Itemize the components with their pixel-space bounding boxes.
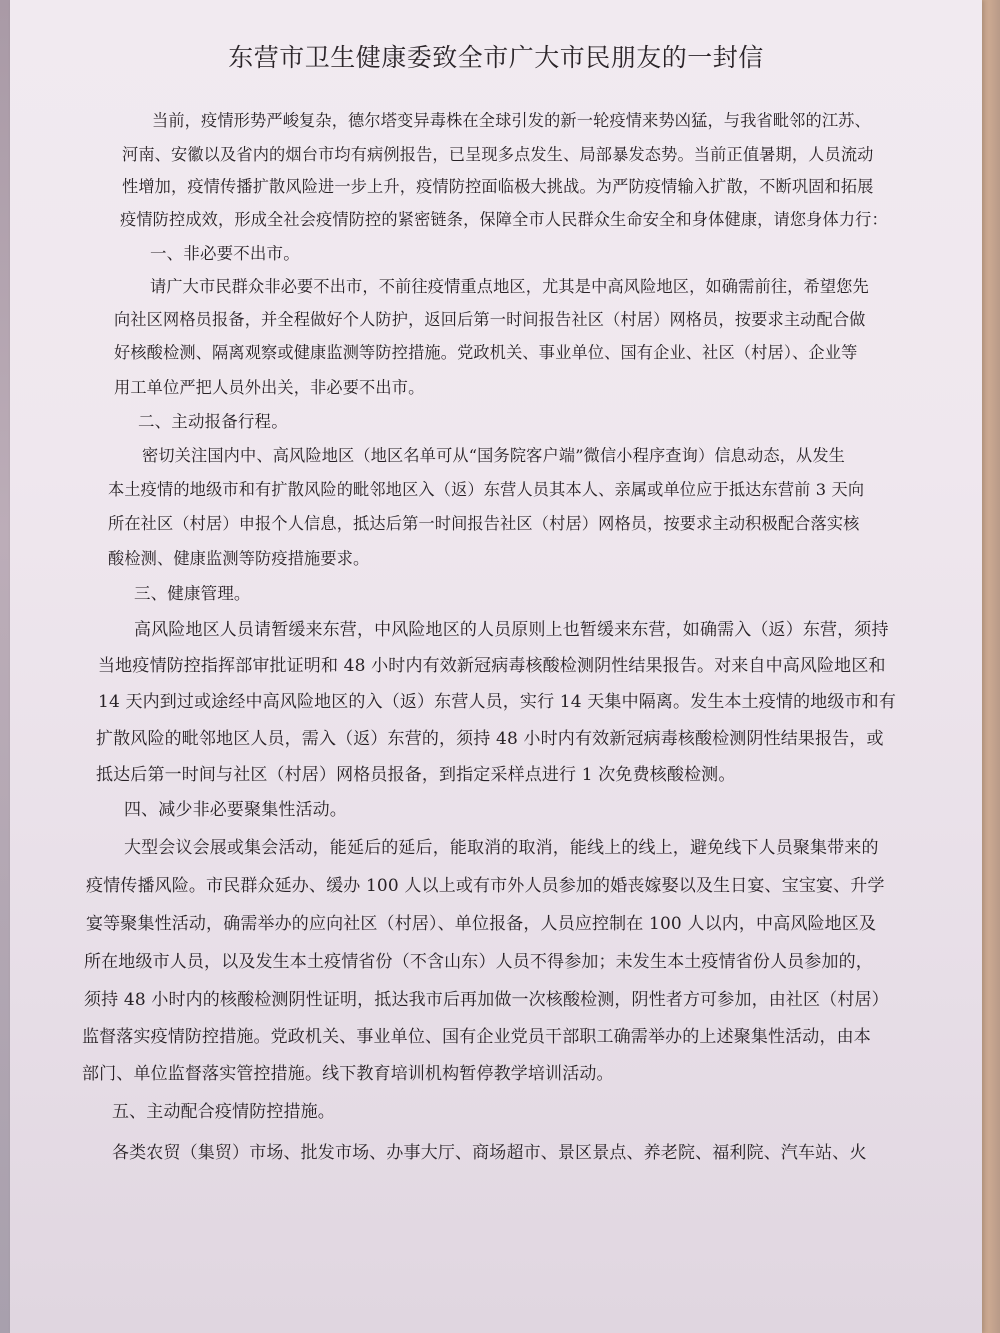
body-line: 14 天内到过或途经中高风险地区的入（返）东营人员，实行 14 天集中隔离。发生本土疫情的地级市和有: [98, 692, 896, 712]
body-line: 密切关注国内中、高风险地区（地区名单可从“国务院客户端”微信小程序查询）信息动态，从发生: [142, 446, 846, 465]
section-heading-3: 三、健康管理。: [134, 584, 251, 603]
body-line: 宴等聚集性活动，确需举办的应向社区（村居）、单位报备，人员应控制在 100 人以内，中高风险地区及: [86, 914, 877, 934]
body-line: 用工单位严把人员外出关，非必要不出市。: [114, 378, 425, 397]
body-line: 须持 48 小时内的核酸检测阴性证明，抵达我市后再加做一次核酸检测，阴性者方可参加，由社区（村居）: [84, 990, 889, 1010]
body-line: 高风险地区人员请暂缓来东营，中风险地区的人员原则上也暂缓来东营，如确需入（返）东营，须持: [134, 620, 889, 640]
body-line: 请广大市民群众非必要不出市，不前往疫情重点地区，尤其是中高风险地区，如确需前往，希望您先: [150, 277, 869, 296]
body-line: 河南、安徽以及省内的烟台市均有病例报告，已呈现多点发生、局部暴发态势。当前正值暑期，人员流动: [122, 145, 874, 164]
body-line: 各类农贸（集贸）市场、批发市场、办事大厅、商场超市、景区景点、养老院、福利院、汽车站、火: [112, 1143, 867, 1163]
body-line: 抵达后第一时间与社区（村居）网格员报备，到指定采样点进行 1 次免费核酸检测。: [96, 765, 736, 785]
section-heading-1: 一、非必要不出市。: [150, 244, 300, 263]
paper-sheet: [10, 0, 982, 1333]
body-line: 疫情防控成效，形成全社会疫情防控的紧密链条，保障全市人民群众生命安全和身体健康，请您身体力行：: [120, 210, 888, 229]
body-line: 大型会议会展或集会活动，能延后的延后，能取消的取消，能线上的线上，避免线下人员聚集带来的: [124, 838, 879, 858]
body-line: 扩散风险的毗邻地区人员，需入（返）东营的，须持 48 小时内有效新冠病毒核酸检测阴性结果报告，或: [96, 729, 884, 749]
body-line: 酸检测、健康监测等防疫措施要求。: [108, 549, 370, 568]
document-title: 东营市卫生健康委致全市广大市民朋友的一封信: [228, 43, 764, 72]
body-line: 所在社区（村居）申报个人信息，抵达后第一时间报告社区（村居）网格员，按要求主动积极配合落实核: [108, 514, 860, 533]
section-heading-2: 二、主动报备行程。: [138, 412, 288, 431]
section-heading-4: 四、减少非必要聚集性活动。: [124, 800, 347, 820]
body-line: 部门、单位监督落实管控措施。线下教育培训机构暂停教学培训活动。: [82, 1064, 614, 1084]
body-line: 监督落实疫情防控措施。党政机关、事业单位、国有企业党员干部职工确需举办的上述聚集性活动，由本: [82, 1027, 871, 1047]
body-line: 疫情传播风险。市民群众延办、缓办 100 人以上或有市外人员参加的婚丧嫁娶以及生日宴、宝宝宴、升学: [86, 876, 885, 896]
body-line: 当地疫情防控指挥部审批证明和 48 小时内有效新冠病毒核酸检测阴性结果报告。对来自中高风险地区和: [98, 656, 886, 676]
body-line: 性增加，疫情传播扩散风险进一步上升，疫情防控面临极大挑战。为严防疫情输入扩散，不断巩固和拓展: [122, 177, 874, 196]
body-line: 向社区网格员报备，并全程做好个人防护，返回后第一时间报告社区（村居）网格员，按要求主动配合做: [114, 310, 866, 329]
body-line: 好核酸检测、隔离观察或健康监测等防控措施。党政机关、事业单位、国有企业、社区（村居）、企业等: [114, 343, 858, 362]
body-line: 本土疫情的地级市和有扩散风险的毗邻地区入（返）东营人员其本人、亲属或单位应于抵达东营前 3 天向: [108, 480, 865, 499]
body-line: 当前，疫情形势严峻复杂，德尔塔变异毒株在全球引发的新一轮疫情来势凶猛，与我省毗邻的江苏、: [152, 111, 871, 130]
section-heading-5: 五、主动配合疫情防控措施。: [112, 1102, 335, 1122]
body-line: 所在地级市人员，以及发生本土疫情省份（不含山东）人员不得参加；未发生本土疫情省份人员参加的，: [84, 952, 873, 972]
